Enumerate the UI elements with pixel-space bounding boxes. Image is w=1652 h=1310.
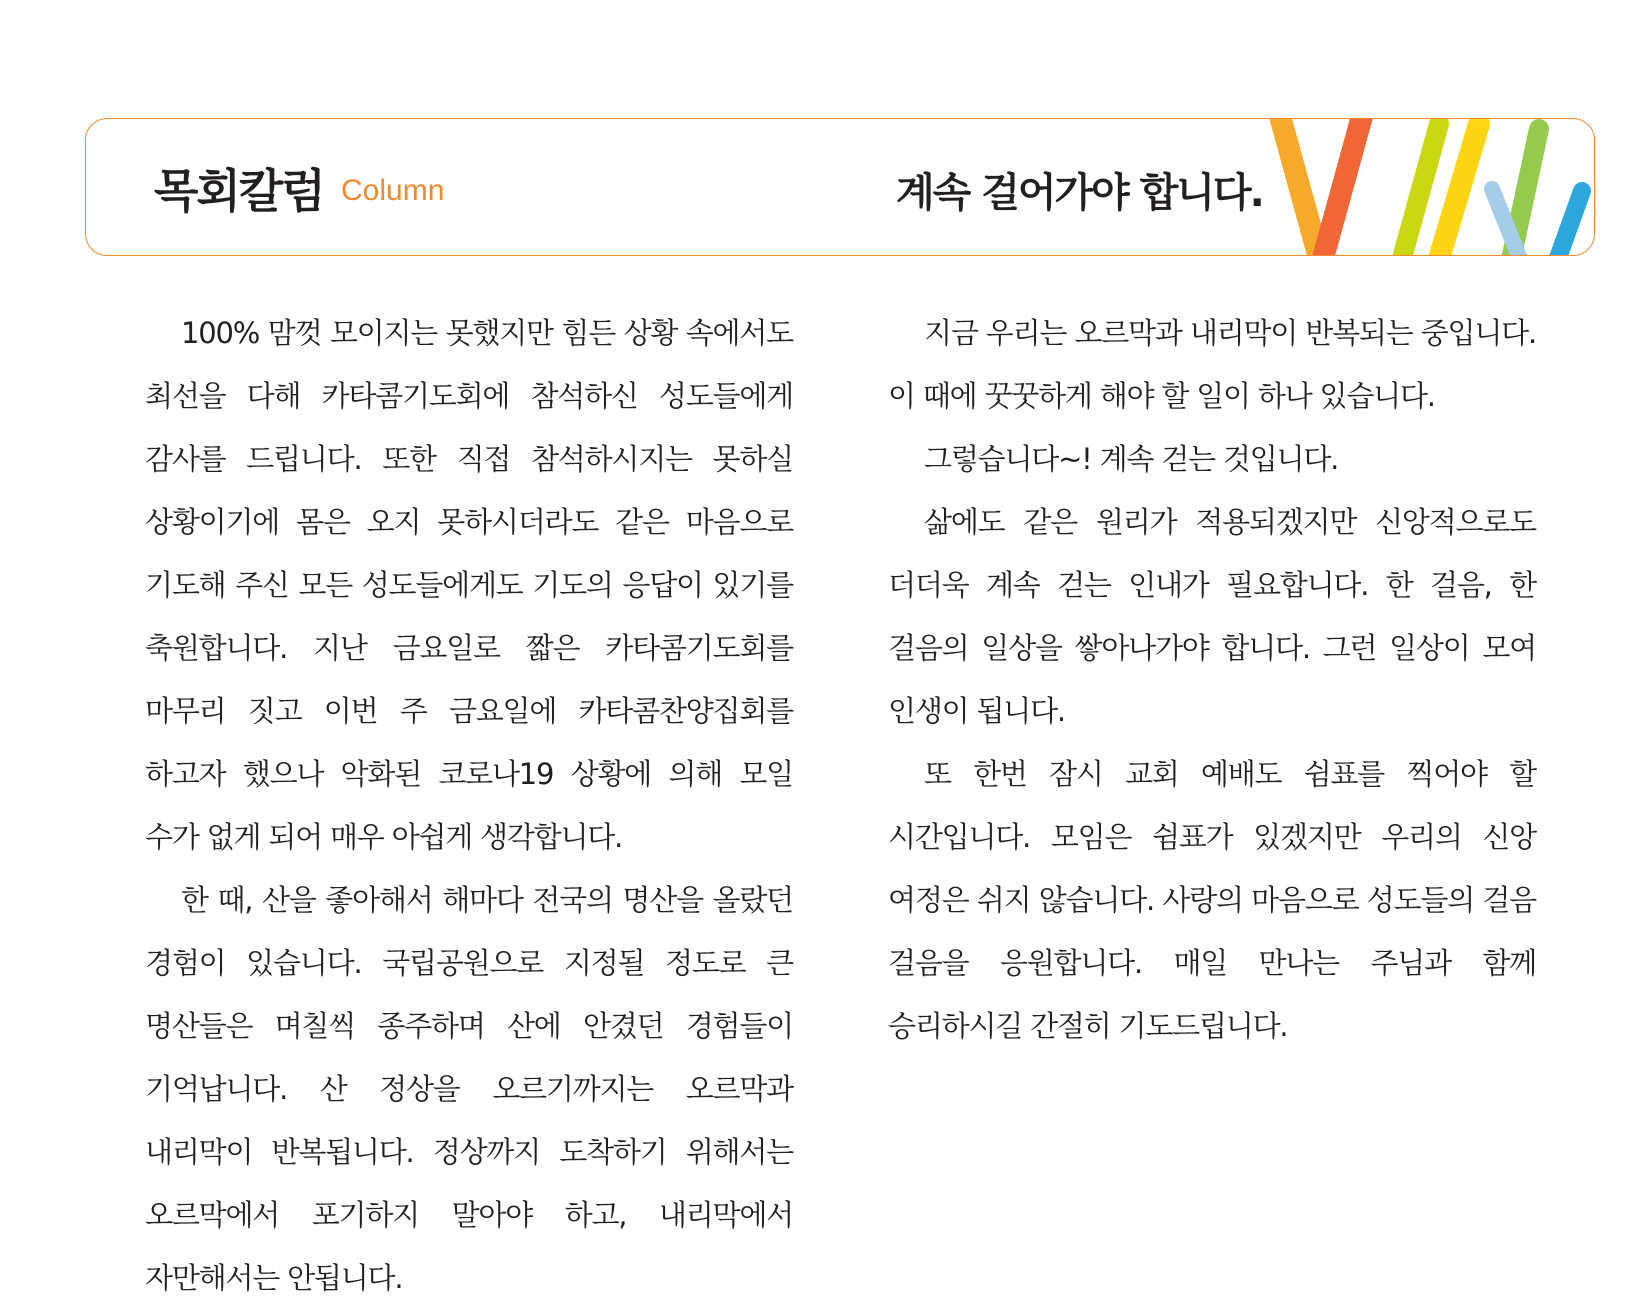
- paragraph: 한 때, 산을 좋아해서 해마다 전국의 명산을 올랐던 경험이 있습니다. 국립공원으로 지정될 정도로 큰 명산들은 며칠씩 종주하며 산에 안겼던 경험들이 기억납니다. 산 정상을 오르기까지는 오르막과 내리막이 반복됩니다. 정상까지 도착하기 위해서는 오르막에서 포기하지 말아야 하고, 내리막에서 자만해서는 안됩니다.: [145, 883, 793, 1295]
- paragraph: 지금 우리는 오르막과 내리막이 반복되는 중입니다. 이 때에 꿋꿋하게 해야 할 일이 하나 있습니다.: [888, 316, 1536, 413]
- paragraph: 그렇습니다~! 계속 걷는 것입니다.: [924, 442, 1339, 476]
- paragraph: 삶에도 같은 원리가 적용되겠지만 신앙적으로도 더더욱 계속 걷는 인내가 필요합니다. 한 걸음, 한 걸음의 일상을 쌓아나가야 합니다. 그런 일상이 모여 인생이 됩니다.: [888, 505, 1536, 728]
- left-column: [145, 302, 793, 1310]
- right-column: [888, 302, 1536, 1058]
- paragraph: 100% 맘껏 모이지는 못했지만 힘든 상황 속에서도 최선을 다해 카타콤기도회에 참석하신 성도들에게 감사를 드립니다. 또한 직접 참석하시지는 못하실 상황이기에 몸은 오지 못하시더라도 같은 마음으로 기도해 주신 모든 성도들에게도 기도의 응답이 있기를 축원합니다. 지난 금요일로 짧은 카타콤기도회를 마무리 짓고 이번 주 금요일에 카타콤찬양집회를 하고자 했으나 악화된 코로나19 상황에 의해 모일 수가 없게 되어 매우 아쉽게 생각합니다.: [145, 316, 793, 854]
- column-subtitle: Column: [341, 174, 445, 207]
- column-header: [85, 118, 1595, 256]
- article-headline: 계속 걸어가야 합니다.: [896, 170, 1263, 216]
- paragraph: 또 한번 잠시 교회 예배도 쉼표를 찍어야 할 시간입니다. 모임은 쉼표가 있겠지만 우리의 신앙 여정은 쉬지 않습니다. 사랑의 마음으로 성도들의 걸음 걸음을 응원합니다. 매일 만나는 주님과 함께 승리하시길 간절히 기도드립니다.: [888, 757, 1536, 1043]
- decorative-stripes-icon: [1264, 119, 1594, 256]
- column-title: 목회칼럼: [154, 164, 324, 218]
